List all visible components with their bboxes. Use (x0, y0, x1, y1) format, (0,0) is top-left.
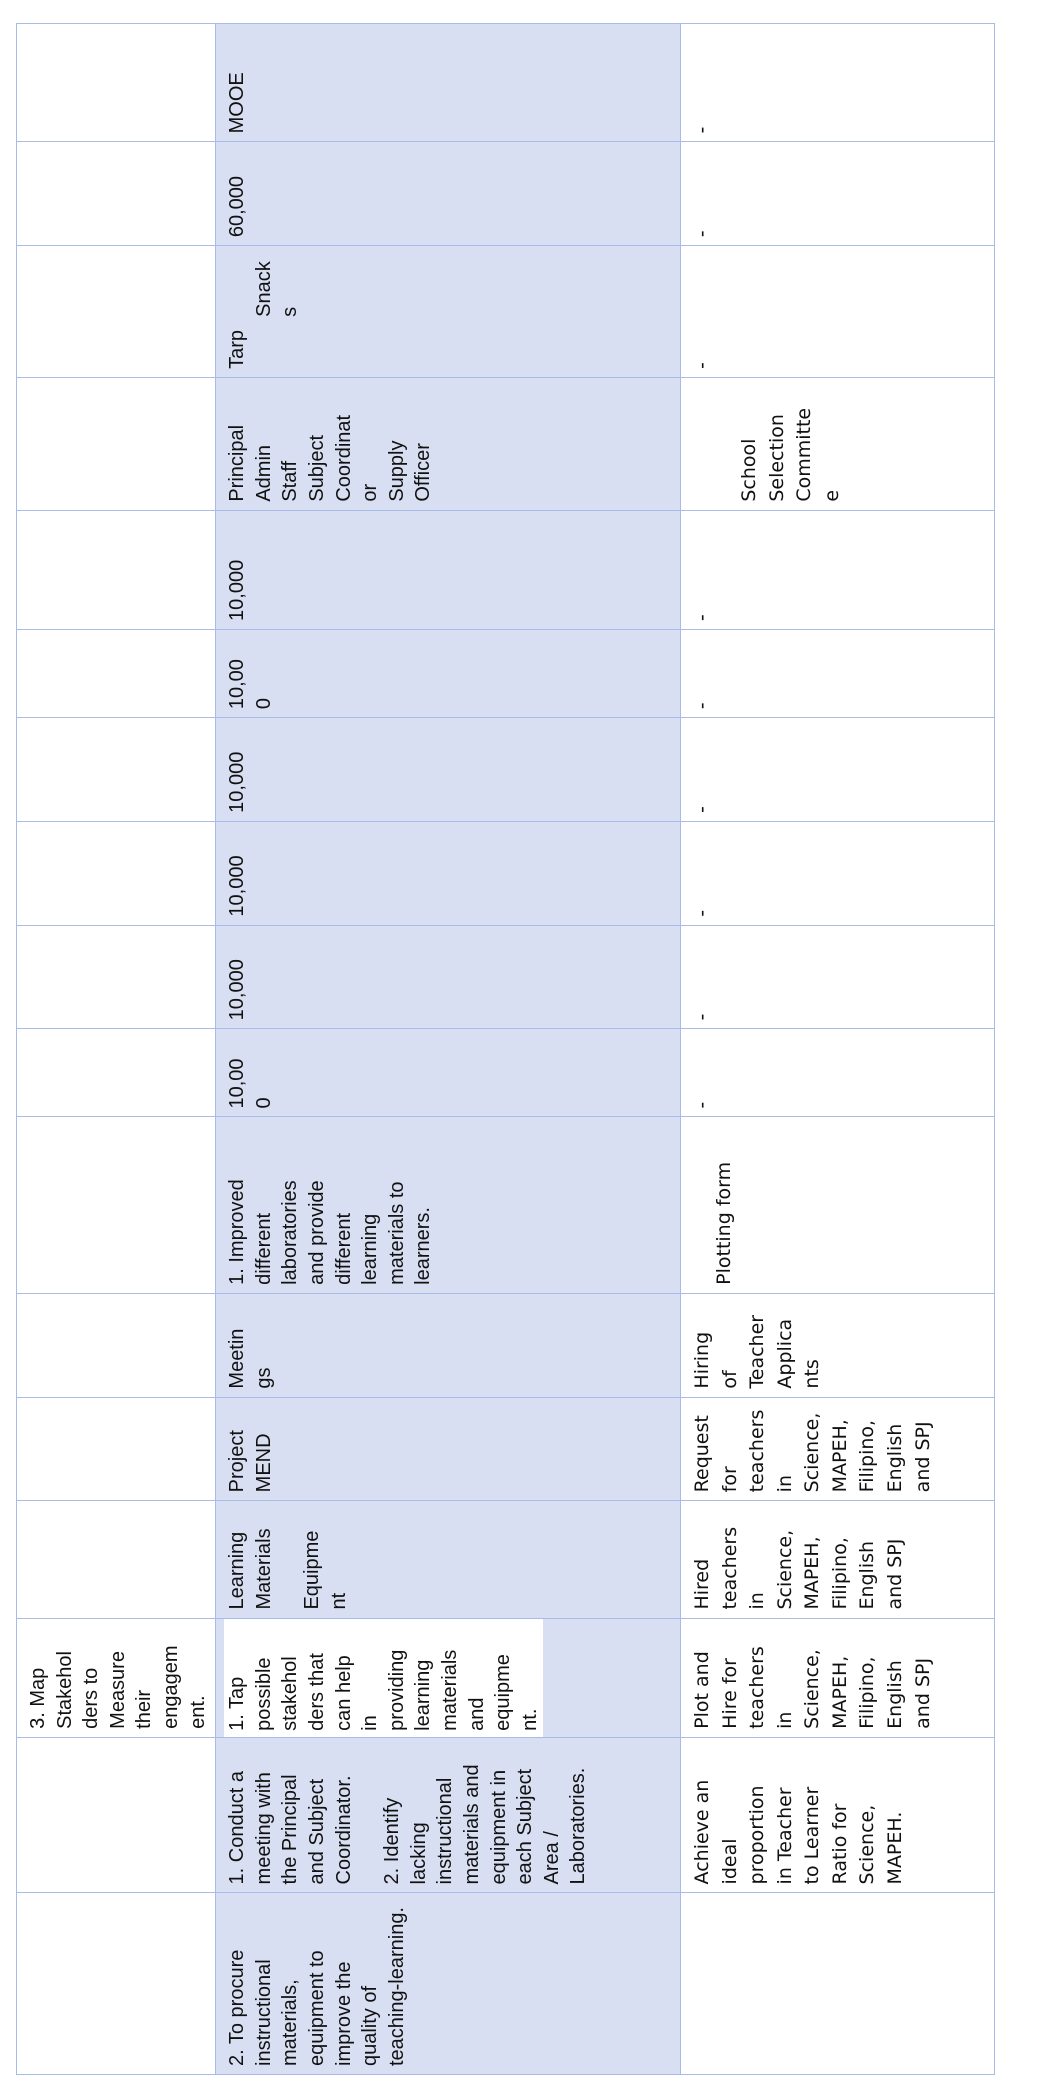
cell-header-1 (17, 1893, 216, 2075)
sub-mode-cell: Hiring of Teacher Applica nts (681, 1293, 995, 1397)
cell-header-9 (17, 925, 216, 1029)
requirements-cell (216, 246, 681, 378)
budget-cell-5: 10,00 0 (216, 629, 681, 717)
strategy-2-text: 2. Identify lacking instructional materials and equipment in each Subject Area / Laboratories. (381, 1764, 590, 1885)
budget-cell-6: 10,000 (216, 510, 681, 629)
total-budget-cell: 60,000 (216, 142, 681, 246)
sub-strategy-cell: Achieve an ideal proportion in Teacher to Learner Ratio for Science, MAPEH. (681, 1737, 995, 1893)
resources-equipment: Equipme nt (301, 1530, 350, 1610)
strategy-1-text: 1. Conduct a meeting with the Principal and Subject Coordinator. (226, 1771, 355, 1885)
cell-header-17 (17, 24, 216, 142)
cell-header-2 (17, 1737, 216, 1893)
sub-activity-cell: Plot and Hire for teachers in Science, MAPEH, Filipino, English and SPJ (681, 1618, 995, 1737)
cell-header-13 (17, 510, 216, 629)
cell-header-3: 3. Map Stakehol ders to Measure their engagem ent. (17, 1618, 216, 1737)
sub-persons-responsible-cell: School Selection Committe e (681, 377, 995, 510)
mode-cell: Meetin gs (216, 1293, 681, 1397)
sub-budget-cell-4: - (681, 718, 995, 822)
cell-header-10 (17, 821, 216, 925)
sub-total-budget-cell: - (681, 142, 995, 246)
table-row-teacher-ratio (681, 24, 995, 2075)
resources-cell (216, 1501, 681, 1618)
requirement-tarp: Tarp (226, 329, 249, 369)
output-cell: 1. Improved different laboratories and provide different learning materials to learners. (216, 1117, 681, 1293)
cell-header-16 (17, 142, 216, 246)
objective-cell: 2. To procure instructional materials, equipment to improve the quality of teaching-learning. (216, 1893, 681, 2075)
table-row-header (17, 24, 216, 2075)
sub-output-cell: Plotting form (681, 1117, 995, 1293)
strategy-cell (216, 1737, 681, 1893)
sub-project-cell: Request for teachers in Science, MAPEH, Filipino, English and SPJ (681, 1397, 995, 1501)
sub-budget-cell-1: - (681, 1029, 995, 1117)
sub-objective-cell (681, 1893, 995, 2075)
table-row-objective-2 (216, 24, 681, 2075)
cell-header-12 (17, 629, 216, 717)
budget-cell-1: 10,00 0 (216, 1029, 681, 1117)
cell-header-11 (17, 718, 216, 822)
sub-budget-cell-3: - (681, 821, 995, 925)
cell-header-15 (17, 246, 216, 378)
persons-responsible-cell: Principal Admin Staff Subject Coordinat or Supply Officer (216, 377, 681, 510)
sub-budget-cell-2: - (681, 925, 995, 1029)
activity-text: 1. Tap possible stakehol ders that can help in providing learning materials and equipme nt. (224, 1618, 543, 1737)
project-cell: Project MEND (216, 1397, 681, 1501)
activity-cell (216, 1618, 681, 1737)
budget-cell-2: 10,000 (216, 925, 681, 1029)
fund-source-cell: MOOE (216, 24, 681, 142)
budget-cell-4: 10,000 (216, 718, 681, 822)
cell-header-4 (17, 1501, 216, 1618)
cell-header-8 (17, 1029, 216, 1117)
resources-learning-materials: Learning Materials (226, 1528, 275, 1610)
sub-budget-cell-5: - (681, 629, 995, 717)
requirement-snacks: Snacks (252, 261, 302, 317)
cell-header-6 (17, 1293, 216, 1397)
sub-budget-cell-6: - (681, 510, 995, 629)
cell-header-5 (17, 1397, 216, 1501)
budget-cell-3: 10,000 (216, 821, 681, 925)
cell-header-14 (17, 377, 216, 510)
sub-fund-source-cell: - (681, 24, 995, 142)
sub-resources-cell: Hired teachers in Science, MAPEH, Filipino, English and SPJ (681, 1501, 995, 1618)
sub-requirements-cell: - (681, 246, 995, 378)
cell-header-7 (17, 1117, 216, 1293)
plan-table (16, 23, 995, 2075)
